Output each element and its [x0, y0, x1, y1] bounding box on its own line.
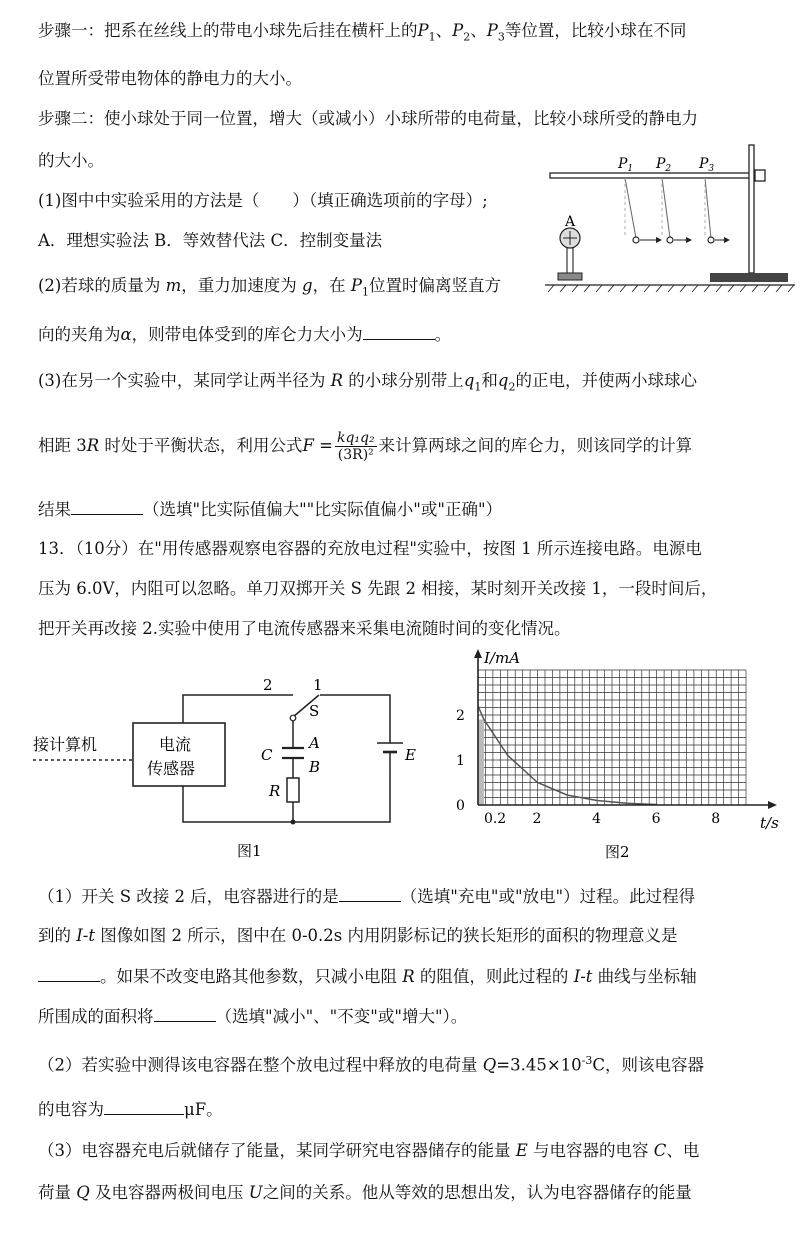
ball-p3 — [708, 237, 714, 243]
sub3-line1: （3）电容器充电后就储存了能量，某同学研究电容器储存的能量 E 与电容器的电容 C、电 — [38, 1141, 700, 1160]
label-p3: $P_3$ — [699, 156, 715, 174]
clamp — [755, 170, 765, 181]
x-tick-label: 8 — [711, 811, 721, 827]
wire-top-left — [183, 695, 293, 723]
label-b: B — [309, 758, 321, 776]
sub1-line1: （1）开关 S 改接 2 后，电容器进行的是 （选填"充电"或"放电"）过程。此过程得 — [38, 887, 696, 906]
answer-blank[interactable] — [38, 965, 100, 982]
step2-line2: 的大小。 — [38, 151, 104, 170]
figure2-caption: 图2 — [605, 843, 630, 861]
label-e: E — [405, 746, 416, 764]
wire-top-right — [320, 695, 390, 743]
answer-blank[interactable] — [154, 1005, 216, 1022]
resistor — [287, 778, 299, 802]
figure1-caption: 图1 — [237, 842, 262, 860]
coulomb-formula: $\frac{\text{kq₁q₂}}{\text{(3R)²}}$ — [336, 430, 375, 463]
y-axis-arrow — [474, 649, 482, 658]
y-tick-label: 1 — [456, 753, 465, 769]
stand-pole — [749, 145, 754, 273]
x-axis-arrow — [768, 801, 777, 809]
question3-line3: 结果 （选填"比实际值偏大""比实际值偏小"或"正确"） — [38, 500, 503, 519]
sub1-line4: 所围成的面积将 （选填"减小"、"不变"或"增大"）。 — [38, 1007, 468, 1026]
sub2-line1: （2）若实验中测得该电容器在整个放电过程中释放的电荷量 $Q=3.45\times 10^{-3}C$，则该电容器 — [38, 1054, 705, 1075]
step1-line1: 步骤一：把系在丝线上的带电小球先后挂在横杆上的$P_1$、$P_2$、$P_3$等位置，比较小球在不同 — [38, 21, 687, 44]
y-tick-label: 0 — [456, 798, 465, 814]
sub3-line2: 荷量 Q 及电容器两极间电压 U之间的关系。他从等效的思想出发，认为电容器储存的能量 — [38, 1183, 692, 1202]
label-c: C — [261, 746, 273, 764]
answer-blank[interactable] — [104, 1098, 184, 1115]
question3-line1: (3)在另一个实验中，某同学让两半径为 R 的小球分别带上$q_1$和$q_2$的正电，并使两小球球心 — [38, 371, 697, 394]
terminal-1-label: 1 — [313, 676, 323, 694]
y-axis-label: I/mA — [484, 649, 521, 667]
question3-line2: 相距 3R 时处于平衡状态，利用公式F = $\frac{\text{kq₁q₂}}{\text{(3R)²}}$ 来计算两球之间的库仑力，则该同学的计算 — [38, 430, 693, 463]
x-axis-label: t/s — [760, 814, 779, 832]
shaded-rectangle — [478, 720, 484, 806]
sub1-line2: 到的 I-t 图像如图 2 所示，图中在 0-0.2s 内用阴影标记的狭长矩形的面积的物理意义是 — [38, 926, 678, 945]
graph-grid — [478, 670, 746, 805]
thread-p1 — [625, 178, 636, 238]
switch-pivot — [290, 715, 296, 721]
label-computer: 接计算机 — [33, 735, 98, 754]
problem13-line1: 13．（10分）在"用传感器观察电容器的充放电过程"实验中，按图 1 所示连接电路。电源电 — [38, 539, 702, 558]
switch-label: S — [309, 702, 320, 720]
crossbar — [550, 173, 755, 178]
label-a: A — [565, 214, 576, 230]
apparatus-figure — [540, 140, 800, 300]
ball-p1 — [633, 237, 639, 243]
thread-p3 — [705, 178, 711, 238]
sub2-line2: 的电容为 μF。 — [38, 1100, 223, 1119]
question1: (1)图中中实验采用的方法是（ ）（填正确选项前的字母）; — [38, 191, 488, 210]
problem13-line2: 压为 6.0V，内阻可以忽略。单刀双掷开关 S 先跟 2 相接，某时刻开关改接 1，一段时间后， — [38, 579, 718, 598]
answer-blank[interactable] — [71, 498, 143, 515]
circuit-figure — [25, 670, 445, 865]
thread-p2 — [662, 178, 670, 238]
sensor-label-1: 电流 — [159, 735, 192, 754]
x-tick-label: 2 — [532, 811, 542, 827]
ground-hatch — [548, 285, 794, 292]
x-tick-label: 0.2 — [483, 811, 507, 827]
wire-bottom-right — [293, 773, 390, 822]
problem13-line3: 把开关再改接 2.实验中使用了电流传感器来采集电流随时间的变化情况。 — [38, 619, 571, 638]
sensor-label-2: 传感器 — [147, 759, 196, 778]
question1-options: A．理想实验法 B．等效替代法 C．控制变量法 — [38, 231, 383, 250]
step1-line2: 位置所受带电物体的静电力的大小。 — [38, 69, 302, 88]
x-tick-label: 6 — [651, 811, 661, 827]
answer-blank[interactable] — [363, 323, 435, 340]
question2-line1: (2)若球的质量为 m，重力加速度为 g，在 $P_1$位置时偏离竖直方 — [38, 276, 501, 299]
label-p1: $P_1$ — [618, 156, 634, 174]
ball-p2 — [667, 237, 673, 243]
terminal-2-label: 2 — [263, 676, 273, 694]
step2-line1: 步骤二：使小球处于同一位置，增大（或减小）小球所带的电荷量，比较小球所受的静电力 — [38, 109, 698, 128]
insulating-stand — [567, 248, 573, 273]
stand-base — [710, 273, 788, 282]
label-r: R — [269, 782, 281, 800]
label-p2: $P_2$ — [656, 156, 672, 174]
answer-blank[interactable] — [339, 885, 401, 902]
x-tick-label: 4 — [592, 811, 602, 827]
sub1-line3: 。如果不改变电路其他参数，只减小电阻 R 的阻值，则此过程的 I-t 曲线与坐标轴 — [38, 965, 697, 988]
label-a: A — [309, 734, 320, 752]
it-graph — [450, 645, 795, 865]
stand-foot — [558, 273, 582, 280]
question2-line2: 向的夹角为α，则带电体受到的库仑力大小为 。 — [38, 325, 452, 344]
y-tick-label: 2 — [456, 708, 465, 724]
